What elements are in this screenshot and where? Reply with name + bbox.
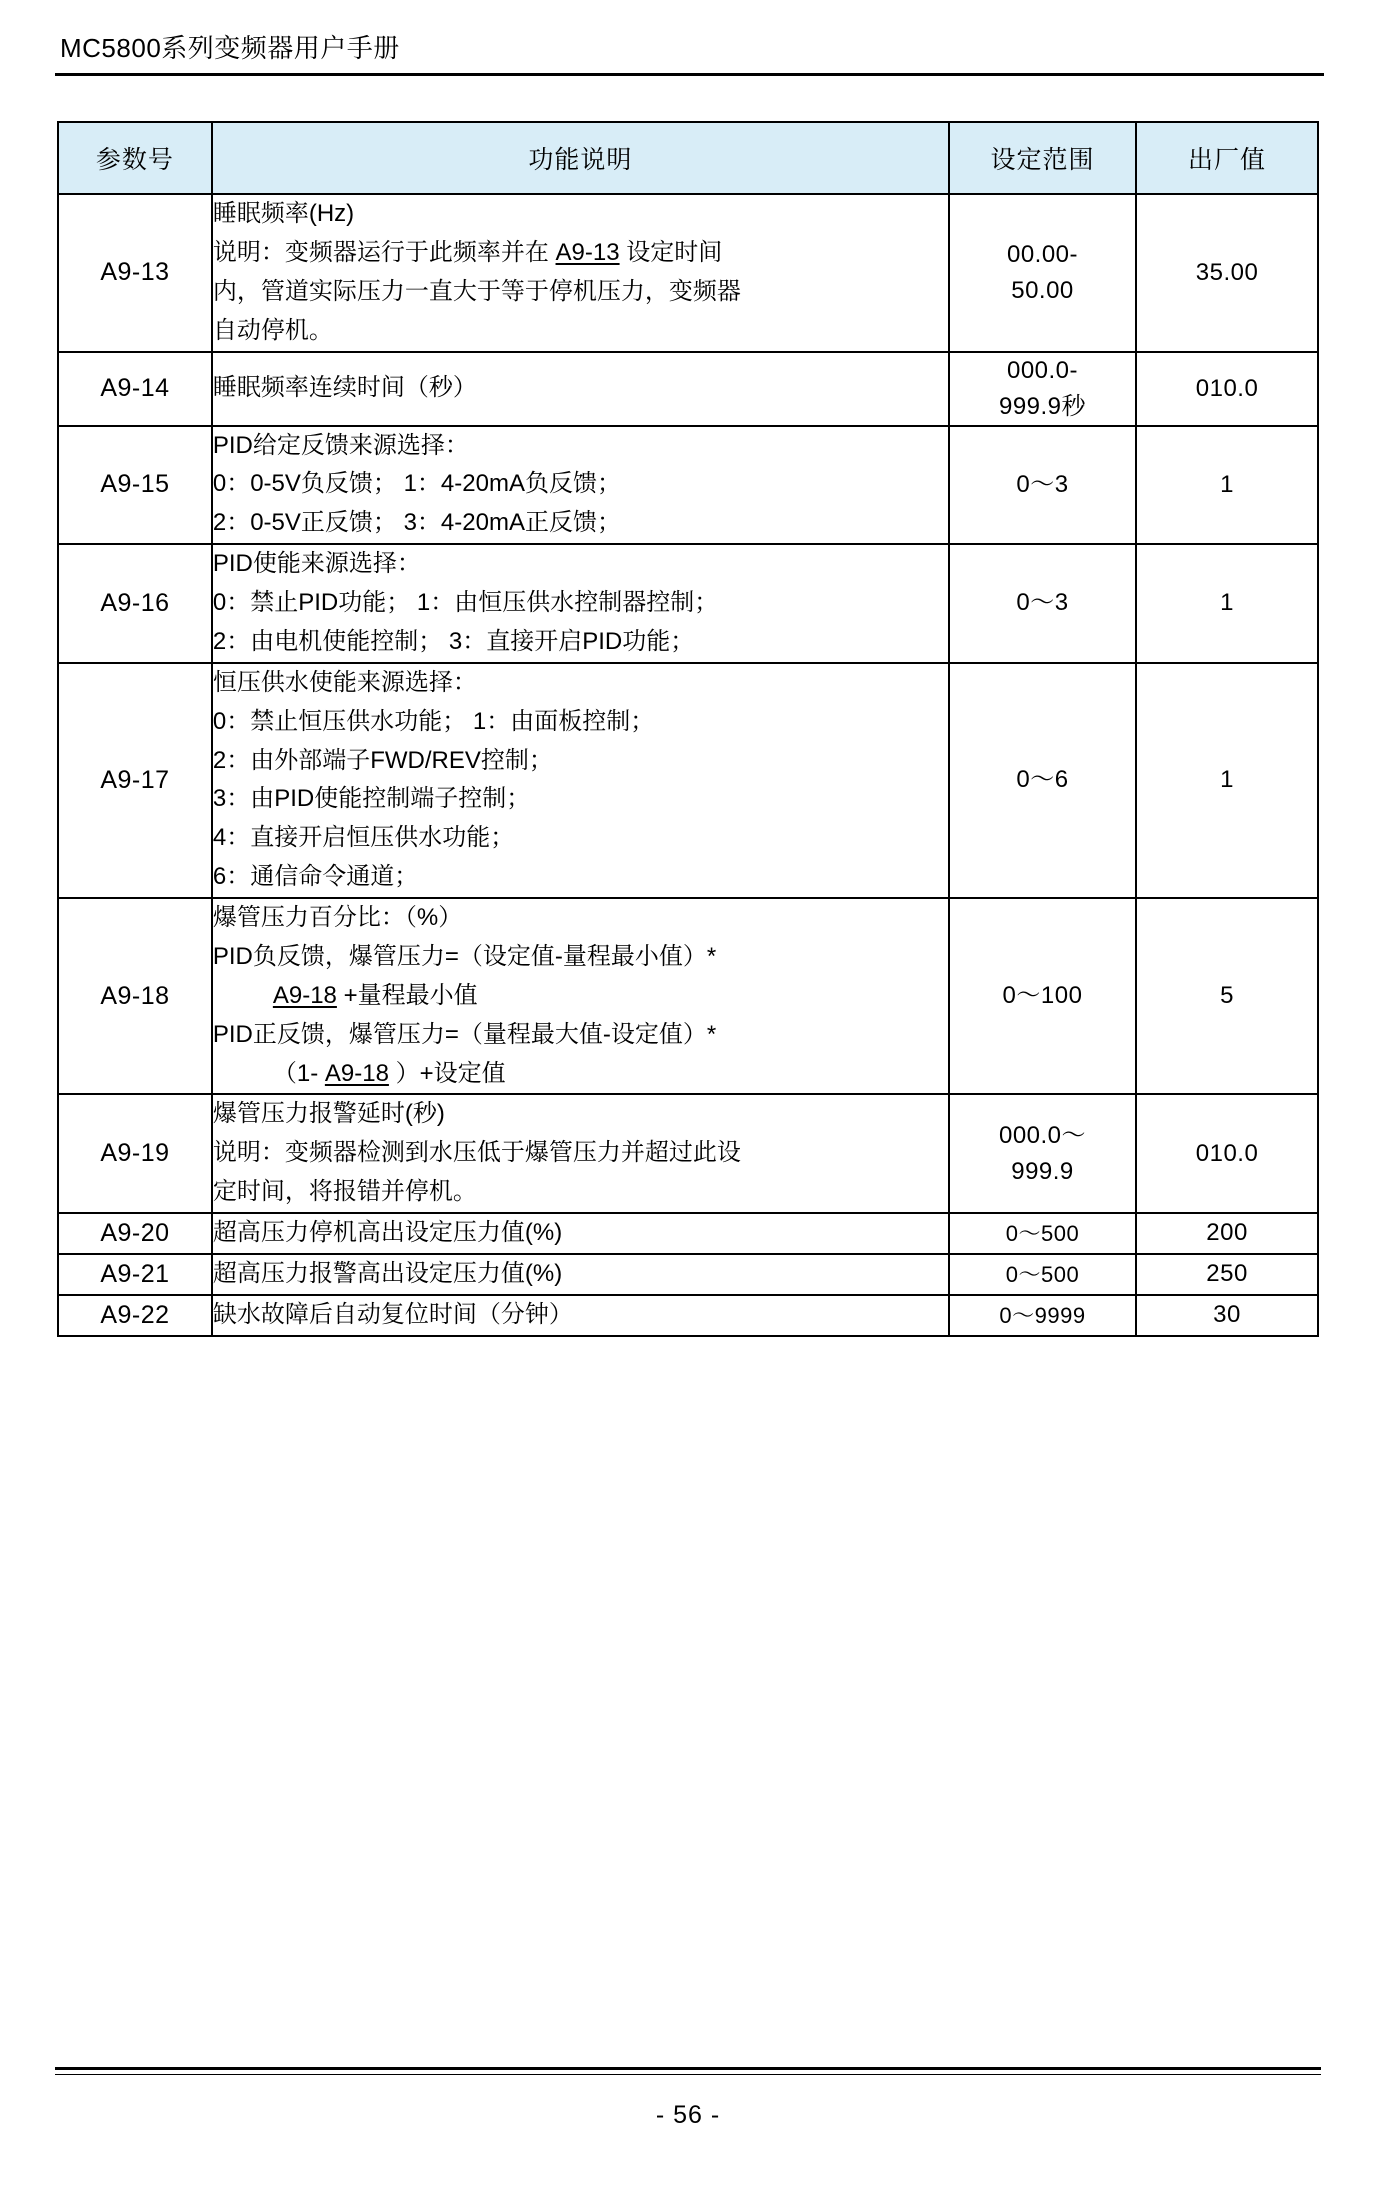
param-code: A9-16 — [58, 544, 212, 663]
param-range: 0～500 — [949, 1254, 1136, 1295]
desc-line: 2：由电机使能控制； 3：直接开启PID功能； — [212, 627, 695, 655]
table-row — [58, 194, 1318, 352]
desc-line: PID负反馈，爆管压力=（设定值-量程最小值）* — [212, 942, 717, 970]
param-description — [212, 663, 949, 898]
desc-line: 3：由PID使能控制端子控制； — [212, 785, 531, 813]
param-description — [212, 352, 949, 426]
desc-line: 爆管压力报警延时(秒) — [212, 1100, 445, 1128]
table-row — [58, 898, 1318, 1094]
desc-line: PID正反馈，爆管压力=（量程最大值-设定值）* — [212, 1020, 717, 1048]
table-row — [58, 544, 1318, 663]
footer-divider-top — [55, 2067, 1321, 2070]
desc-line: 6：通信命令通道； — [212, 863, 419, 891]
param-range: 0～3 — [949, 544, 1136, 663]
param-description — [212, 1094, 949, 1213]
param-description — [212, 194, 949, 352]
param-code: A9-19 — [58, 1094, 212, 1213]
param-code: A9-15 — [58, 426, 212, 545]
param-code: A9-21 — [58, 1254, 212, 1295]
param-default: 5 — [1136, 898, 1318, 1094]
desc-line: 爆管压力百分比：（%） — [212, 904, 463, 931]
desc-line: 0：禁止恒压供水功能； 1：由面板控制； — [212, 707, 655, 735]
desc-line: 自动停机。 — [212, 316, 333, 344]
param-range — [949, 194, 1136, 352]
param-ref-a9-13: A9-13 — [555, 238, 620, 266]
param-ref-a9-18: A9-18 — [324, 1059, 389, 1087]
param-description — [212, 898, 949, 1094]
desc-line: PID使能来源选择： — [212, 550, 421, 578]
table-row — [58, 1295, 1318, 1336]
param-range — [949, 1094, 1136, 1213]
desc-line: PID给定反馈来源选择： — [212, 431, 469, 459]
param-range: 0～6 — [949, 663, 1136, 898]
column-header-code: 参数号 — [58, 122, 212, 194]
param-default: 1 — [1136, 544, 1318, 663]
desc-line: 超高压力报警高出设定压力值(%) — [212, 1259, 563, 1287]
parameter-table — [57, 121, 1319, 1337]
parameter-table-container — [55, 121, 1324, 1337]
param-code: A9-22 — [58, 1295, 212, 1336]
param-code: A9-17 — [58, 663, 212, 898]
range-line: 00.00- — [1006, 240, 1079, 268]
param-code: A9-13 — [58, 194, 212, 352]
param-range: 0～500 — [949, 1213, 1136, 1254]
param-default: 35.00 — [1136, 194, 1318, 352]
desc-line: （1- A9-18 ）+设定值 — [272, 1059, 506, 1087]
table-row — [58, 352, 1318, 426]
desc-line: 2：由外部端子FWD/REV控制； — [212, 746, 553, 774]
desc-line: 说明：变频器检测到水压低于爆管压力并超过此设 — [212, 1139, 741, 1167]
desc-line: 说明：变频器运行于此频率并在 A9-13 设定时间 — [212, 238, 723, 266]
desc-line: 2：0-5V正反馈； 3：4-20mA正反馈； — [212, 509, 621, 537]
desc-line: 0：禁止PID功能； 1：由恒压供水控制器控制； — [212, 589, 719, 616]
desc-line: 睡眠频率连续时间（秒） — [212, 374, 477, 402]
page-footer — [55, 2067, 1324, 2130]
param-default: 010.0 — [1136, 1094, 1318, 1213]
header-divider — [55, 73, 1324, 76]
table-header-row — [58, 122, 1318, 194]
param-range: 0～100 — [949, 898, 1136, 1094]
desc-line: 恒压供水使能来源选择： — [212, 668, 477, 696]
param-description — [212, 544, 949, 663]
param-description — [212, 1254, 949, 1295]
range-line: 000.0- — [1006, 356, 1079, 384]
column-header-default: 出厂值 — [1136, 122, 1318, 194]
desc-line: A9-18 +量程最小值 — [272, 981, 478, 1009]
table-row — [58, 1254, 1318, 1295]
range-line: 999.9秒 — [998, 392, 1087, 420]
param-range — [949, 352, 1136, 426]
param-description — [212, 426, 949, 545]
param-code: A9-14 — [58, 352, 212, 426]
param-default: 200 — [1136, 1213, 1318, 1254]
desc-line: 超高压力停机高出设定压力值(%) — [212, 1219, 563, 1246]
table-row — [58, 1213, 1318, 1254]
range-line: 000.0～ — [998, 1121, 1087, 1149]
desc-line: 缺水故障后自动复位时间（分钟） — [212, 1300, 573, 1328]
desc-line: 内，管道实际压力一直大于等于停机压力，变频器 — [212, 277, 741, 305]
param-default: 010.0 — [1136, 352, 1318, 426]
page-header — [55, 0, 1324, 65]
param-default: 1 — [1136, 426, 1318, 545]
param-code: A9-20 — [58, 1213, 212, 1254]
column-header-range: 设定范围 — [949, 122, 1136, 194]
param-default: 250 — [1136, 1254, 1318, 1295]
desc-line: 睡眠频率(Hz) — [212, 200, 355, 227]
param-default: 30 — [1136, 1295, 1318, 1336]
param-ref-a9-18: A9-18 — [272, 981, 337, 1009]
manual-title: MC5800系列变频器用户手册 — [60, 33, 400, 63]
param-description — [212, 1295, 949, 1336]
table-row — [58, 1094, 1318, 1213]
range-line: 50.00 — [1011, 276, 1074, 304]
desc-line: 0：0-5V负反馈； 1：4-20mA负反馈； — [212, 470, 621, 498]
range-line: 999.9 — [1011, 1157, 1074, 1185]
table-row — [58, 426, 1318, 545]
param-range: 0～3 — [949, 426, 1136, 545]
param-range: 0～9999 — [949, 1295, 1136, 1336]
param-code: A9-18 — [58, 898, 212, 1094]
param-default: 1 — [1136, 663, 1318, 898]
column-header-description: 功能说明 — [212, 122, 949, 194]
footer-divider-bottom — [55, 2074, 1321, 2075]
desc-line: 定时间，将报错并停机。 — [212, 1178, 477, 1206]
page-number: - 56 - — [655, 2101, 721, 2129]
desc-line: 4：直接开启恒压供水功能； — [212, 824, 515, 852]
table-row — [58, 663, 1318, 898]
param-description — [212, 1213, 949, 1254]
